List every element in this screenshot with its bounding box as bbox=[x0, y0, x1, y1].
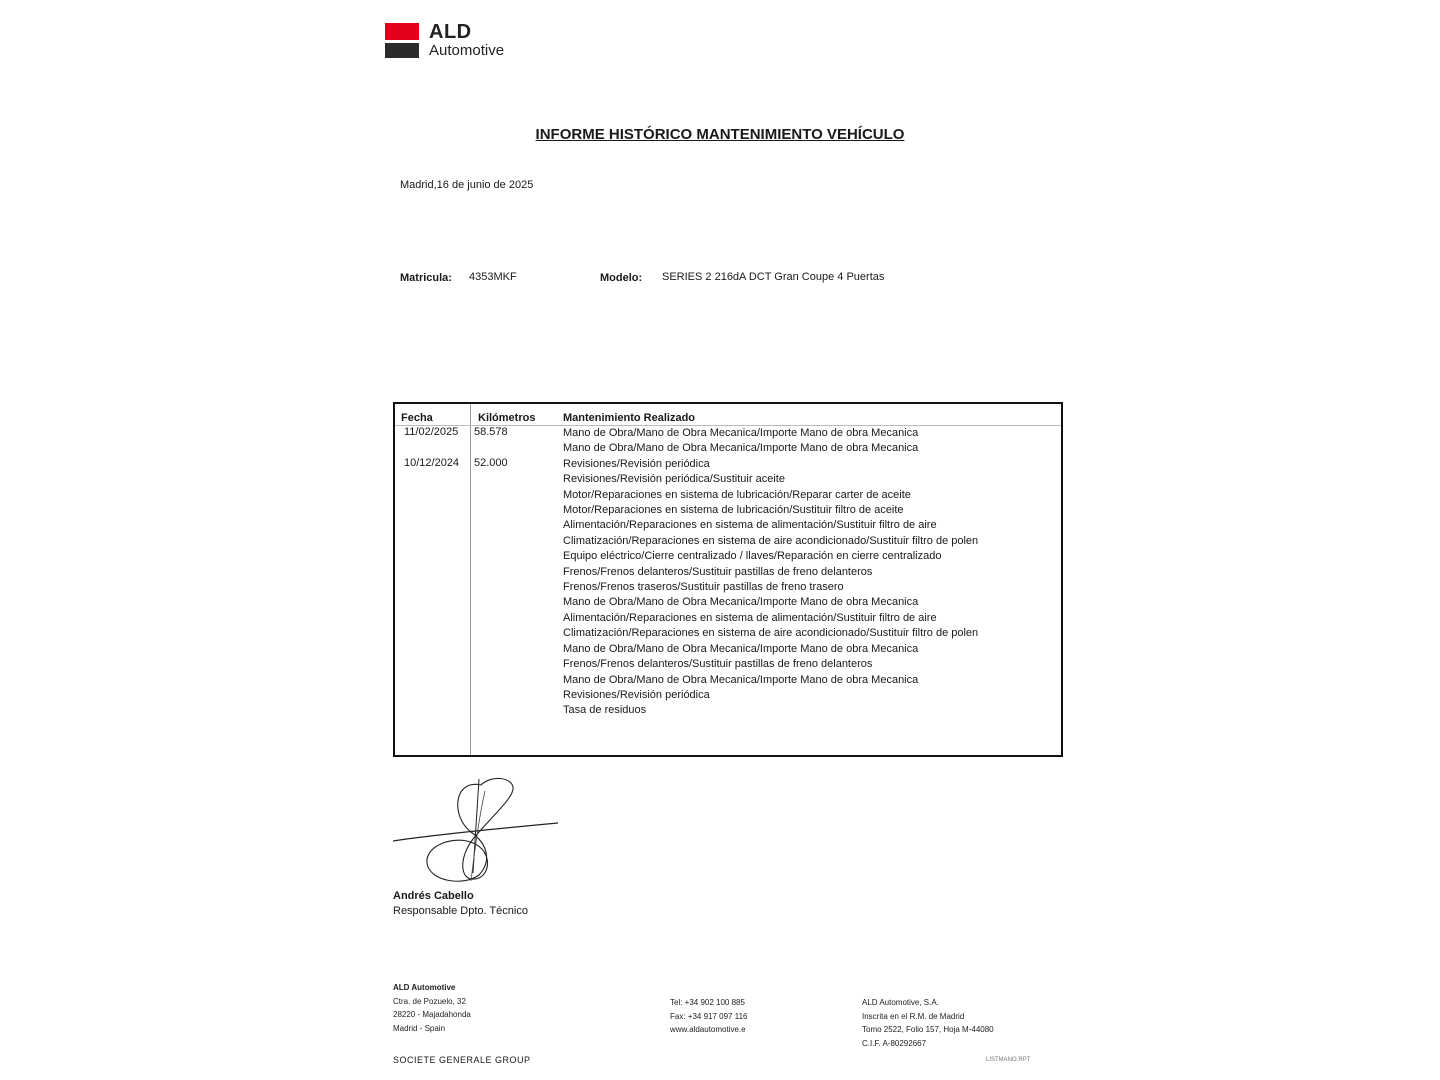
modelo-value: SERIES 2 216dA DCT Gran Coupe 4 Puertas bbox=[662, 271, 885, 283]
logo-line-2: Automotive bbox=[429, 42, 505, 59]
maintenance-item: Alimentación/Reparaciones en sistema de alimentación/Sustituir filtro de aire bbox=[563, 519, 937, 532]
header-fecha: Fecha bbox=[401, 412, 433, 424]
maintenance-item: Mano de Obra/Mano de Obra Mecanica/Importe Mano de obra Mecanica bbox=[563, 642, 919, 655]
signature-image bbox=[393, 777, 558, 885]
document-title: INFORME HISTÓRICO MANTENIMIENTO VEHÍCULO bbox=[535, 126, 905, 143]
footer-web: www.aldautomotive.e bbox=[670, 1025, 746, 1034]
maintenance-item: Motor/Reparaciones en sistema de lubricación/Sustituir filtro de aceite bbox=[563, 504, 904, 517]
maintenance-item: Tasa de residuos bbox=[563, 704, 647, 717]
footer-legal-line: C.I.F. A-80292667 bbox=[862, 1038, 927, 1048]
maintenance-item: Revisiones/Revisión periódica bbox=[563, 688, 710, 701]
maintenance-item: Climatización/Reparaciones en sistema de aire acondicionado/Sustituir filtro de polen bbox=[563, 627, 979, 640]
footer-legal bbox=[862, 996, 994, 1050]
footer-tel: Tel: +34 902 100 885 bbox=[670, 998, 745, 1007]
maintenance-item: Mano de Obra/Mano de Obra Mecanica/Importe Mano de obra Mecanica bbox=[563, 442, 919, 455]
maintenance-item: Motor/Reparaciones en sistema de lubricación/Reparar carter de aceite bbox=[563, 488, 911, 501]
footer-group: SOCIETE GENERALE GROUP bbox=[393, 1055, 531, 1065]
maintenance-item: Mano de Obra/Mano de Obra Mecanica/Importe Mano de obra Mecanica bbox=[563, 596, 919, 609]
signer-name: Andrés Cabello bbox=[393, 890, 474, 902]
maintenance-item: Equipo eléctrico/Cierre centralizado / llaves/Reparación en cierre centralizado bbox=[563, 550, 942, 563]
maintenance-item: Revisiones/Revisión periódica bbox=[563, 457, 710, 470]
footer-company: ALD Automotive bbox=[393, 983, 456, 992]
signer-role: Responsable Dpto. Técnico bbox=[393, 905, 528, 917]
place-date: Madrid,16 de junio de 2025 bbox=[400, 179, 534, 191]
footer-report-ref: LISTMANO.RPT bbox=[986, 1057, 1031, 1063]
company-logo-text bbox=[429, 22, 504, 58]
footer-contact bbox=[670, 996, 747, 1037]
modelo-label: Modelo: bbox=[600, 272, 643, 284]
ald-logo-icon bbox=[385, 23, 419, 58]
matricula-label: Matricula: bbox=[400, 272, 452, 284]
maintenance-item: Climatización/Reparaciones en sistema de aire acondicionado/Sustituir filtro de polen bbox=[563, 534, 979, 547]
entry-date: 11/02/2025 bbox=[404, 426, 459, 438]
matricula-value: 4353MKF bbox=[469, 271, 517, 283]
footer-legal-line: Tomo 2522, Folio 157, Hoja M-44080 bbox=[862, 1025, 994, 1034]
logo-line-1: ALD bbox=[429, 21, 472, 43]
footer-address-line: Madrid - Spain bbox=[393, 1023, 446, 1033]
maintenance-item: Frenos/Frenos traseros/Sustituir pastillas de freno trasero bbox=[563, 581, 844, 594]
footer-fax: Fax: +34 917 097 116 bbox=[670, 1011, 748, 1021]
footer-address-line: Ctra. de Pozuelo, 32 bbox=[393, 996, 466, 1006]
maintenance-item: Mano de Obra/Mano de Obra Mecanica/Importe Mano de obra Mecanica bbox=[563, 427, 919, 439]
maintenance-item: Alimentación/Reparaciones en sistema de alimentación/Sustituir filtro de aire bbox=[563, 611, 937, 624]
footer-address bbox=[393, 981, 471, 1035]
maintenance-item: Revisiones/Revisión periódica/Sustituir aceite bbox=[563, 473, 785, 486]
maintenance-item: Mano de Obra/Mano de Obra Mecanica/Importe Mano de obra Mecanica bbox=[563, 673, 919, 686]
column-divider bbox=[470, 404, 471, 755]
footer-legal-line: ALD Automotive, S.A. bbox=[862, 998, 939, 1007]
maintenance-table bbox=[393, 402, 1063, 757]
header-kilometros: Kilómetros bbox=[478, 412, 536, 424]
entry-km: 52.000 bbox=[474, 457, 508, 469]
maintenance-item: Frenos/Frenos delanteros/Sustituir pastillas de freno delanteros bbox=[563, 658, 873, 671]
maintenance-list bbox=[563, 426, 993, 719]
entry-km: 58.578 bbox=[474, 426, 508, 438]
maintenance-item: Frenos/Frenos delanteros/Sustituir pastillas de freno delanteros bbox=[563, 565, 873, 578]
entry-date: 10/12/2024 bbox=[404, 457, 460, 469]
header-mantenimiento: Mantenimiento Realizado bbox=[563, 412, 696, 424]
footer-legal-line: Inscrita en el R.M. de Madrid bbox=[862, 1011, 965, 1021]
footer-address-line: 28220 - Majadahonda bbox=[393, 1010, 471, 1019]
